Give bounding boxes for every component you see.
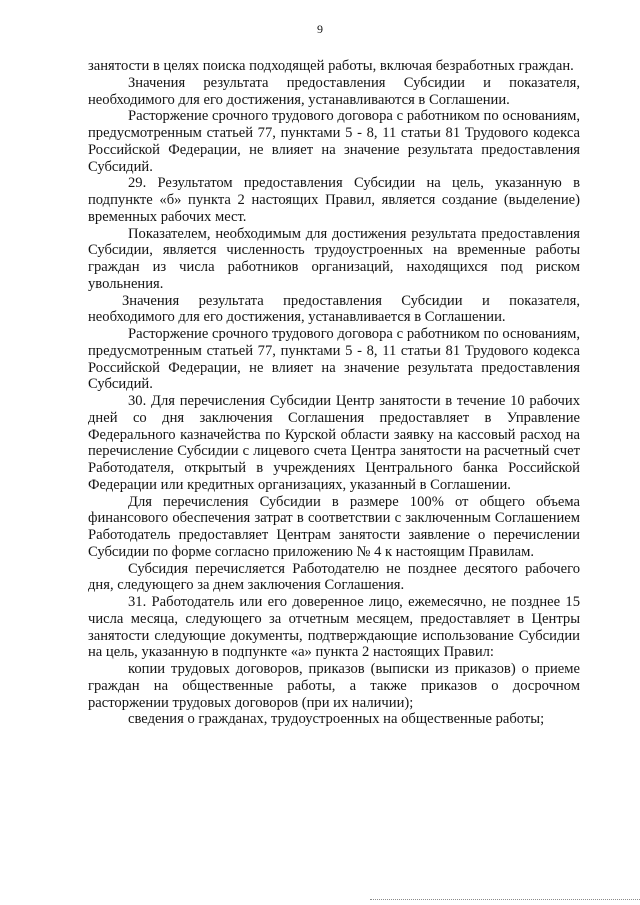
paragraph: 29. Результатом предоставления Субсидии на цель, указанную в подпункте «б» пункта 2 настоящих Правил, является создание (выделение) временных рабочих мест. <box>88 175 580 225</box>
paragraph: Субсидия перечисляется Работодателю не позднее десятого рабочего дня, следующего за днем заключения Соглашения. <box>88 560 580 594</box>
document-body <box>88 58 580 728</box>
paragraph: сведения о гражданах, трудоустроенных на общественные работы; <box>128 711 545 728</box>
page-number: 9 <box>317 22 323 36</box>
paragraph: 30. Для перечисления Субсидии Центр занятости в течение 10 рабочих дней со дня заключения Соглашения предоставляет в Управление Федерального казначейства по Курской области заявку на кассовый расход на перечисление Субсидии с лицевого счета Центра занятости на расчетный счет Работодателя, открытый в учреждениях Центрального банка Российской Федерации или кредитных организациях, указанный в Соглашении. <box>88 393 580 493</box>
paragraph: 31. Работодатель или его доверенное лицо, ежемесячно, не позднее 15 числа месяца, следующего за отчетным месяцем, предоставляет в Центры занятости следующие документы, подтверждающие использование Субсидии на цель, указанную в подпункте «а» пункта 2 настоящих Правил: <box>88 594 580 661</box>
paragraph: Для перечисления Субсидии в размере 100% от общего объема финансового обеспечения затрат в соответствии с заключенным Соглашением Работодатель предоставляет Центрам занятости заявление о перечислении Субсидии по форме согласно приложению № 4 к настоящим Правилам. <box>88 493 580 560</box>
paragraph: копии трудовых договоров, приказов (выписки из приказов) о приеме граждан на общественные работы, а также приказов о досрочном расторжении трудовых договоров (при их наличии); <box>88 661 580 711</box>
paragraph: Расторжение срочного трудового договора с работником по основаниям, предусмотренным статьей 77, пунктами 5 - 8, 11 статьи 81 Трудового кодекса Российской Федерации, не влияет на значение результата предоставления Субсидий. <box>88 326 580 393</box>
page-bottom-divider <box>370 899 640 900</box>
paragraph: Расторжение срочного трудового договора с работником по основаниям, предусмотренным статьей 77, пунктами 5 - 8, 11 статьи 81 Трудового кодекса Российской Федерации, не влияет на значение результата предоставления Субсидий. <box>88 108 580 175</box>
paragraph: Показателем, необходимым для достижения результата предоставления Субсидии, является численность трудоустроенных на временные работы граждан из числа работников организаций, находящихся под риском увольнения. <box>88 225 580 292</box>
paragraph: Значения результата предоставления Субсидии и показателя, необходимого для его достижения, устанавливаются в Соглашении. <box>88 74 580 108</box>
paragraph: Значения результата предоставления Субсидии и показателя, необходимого для его достижения, устанавливается в Соглашении. <box>88 292 580 326</box>
paragraph: занятости в целях поиска подходящей работы, включая безработных граждан. <box>88 58 574 74</box>
